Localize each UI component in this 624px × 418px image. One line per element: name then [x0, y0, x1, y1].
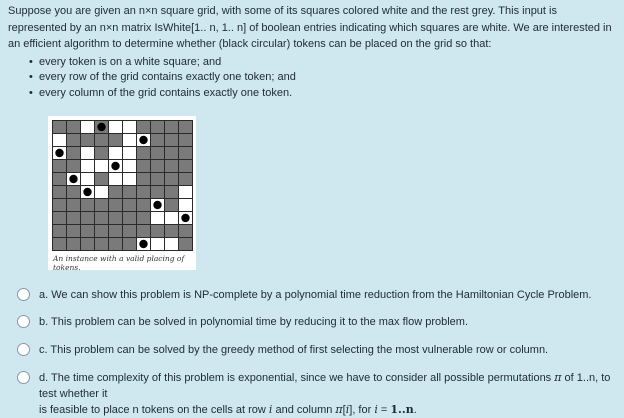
white-cell	[95, 160, 109, 173]
grey-cell	[67, 212, 81, 225]
grey-cell	[67, 225, 81, 238]
grey-cell	[67, 238, 81, 251]
grey-cell	[137, 121, 151, 134]
grey-cell	[81, 238, 95, 251]
grey-cell	[67, 186, 81, 199]
radio-button[interactable]	[17, 288, 30, 301]
grey-cell	[67, 160, 81, 173]
grey-cell	[53, 212, 67, 225]
grey-cell	[53, 238, 67, 251]
grey-cell	[109, 134, 123, 147]
grey-cell	[123, 225, 137, 238]
option-letter: d.	[39, 372, 49, 384]
grey-cell	[165, 186, 179, 199]
grey-cell	[67, 134, 81, 147]
grey-cell	[179, 160, 193, 173]
white-cell	[81, 121, 95, 134]
grey-cell	[165, 134, 179, 147]
white-cell	[151, 238, 165, 251]
token	[139, 136, 147, 144]
requirement-item: • every row of the grid contains exactly one token; and	[30, 70, 618, 86]
white-cell	[81, 173, 95, 186]
grey-cell	[137, 186, 151, 199]
grey-cell	[109, 212, 123, 225]
option-c[interactable]	[17, 342, 617, 358]
grey-cell	[151, 186, 165, 199]
requirements-list	[8, 55, 618, 102]
grey-cell	[123, 199, 137, 212]
white-cell	[151, 212, 165, 225]
option-text: This problem can be solved by the greedy method of first selecting the most vulnerable row or column.	[50, 344, 549, 356]
grey-cell	[95, 134, 109, 147]
grey-cell	[165, 121, 179, 134]
question-text	[8, 3, 618, 101]
option-letter: c.	[39, 344, 48, 356]
token	[55, 149, 63, 157]
radio-button[interactable]	[17, 371, 30, 384]
grey-cell	[151, 225, 165, 238]
grey-cell	[137, 173, 151, 186]
option-text-line2: is feasible to place n tokens on the cells at row i and column π[i], for i = 1..n.	[39, 403, 417, 416]
option-text: This problem can be solved in polynomial time by reducing it to the max flow problem.	[51, 316, 469, 328]
token	[83, 188, 91, 196]
token	[97, 123, 105, 131]
grey-cell	[165, 147, 179, 160]
token	[139, 240, 147, 248]
grey-cell	[179, 238, 193, 251]
grey-cell	[179, 134, 193, 147]
question-intro: Suppose you are given an n×n square grid, with some of its squares colored white and the rest grey. This input is represented by an n×n matrix IsWhite[1.. n, 1.. n] of boolean entries indicating which squares are white. We are interested in an efficient algorithm to determine whether (black circular) tokens can be placed on the grid so that:	[8, 5, 612, 50]
radio-button[interactable]	[17, 343, 30, 356]
white-cell	[179, 199, 193, 212]
white-cell	[123, 147, 137, 160]
white-cell	[179, 186, 193, 199]
grey-cell	[165, 160, 179, 173]
grey-cell	[165, 173, 179, 186]
requirement-item: • every column of the grid contains exactly one token.	[30, 86, 618, 102]
grey-cell	[95, 212, 109, 225]
radio-button[interactable]	[17, 315, 30, 328]
requirement-item: • every token is on a white square; and	[30, 55, 618, 71]
grey-cell	[137, 199, 151, 212]
grey-cell	[137, 160, 151, 173]
grey-cell	[151, 173, 165, 186]
grey-cell	[53, 160, 67, 173]
grey-cell	[81, 212, 95, 225]
grey-cell	[109, 238, 123, 251]
grey-cell	[123, 212, 137, 225]
grey-cell	[179, 225, 193, 238]
option-b[interactable]	[17, 314, 617, 330]
white-cell	[123, 173, 137, 186]
grey-cell	[109, 199, 123, 212]
grey-cell	[53, 199, 67, 212]
token-grid	[52, 120, 193, 253]
grey-cell	[179, 147, 193, 160]
grey-cell	[67, 147, 81, 160]
grey-cell	[137, 225, 151, 238]
grey-cell	[137, 147, 151, 160]
grey-cell	[151, 121, 165, 134]
grey-cell	[151, 134, 165, 147]
token	[69, 175, 77, 183]
grey-cell	[67, 199, 81, 212]
grey-cell	[123, 186, 137, 199]
figure-caption: An instance with a valid placing of tokens.	[53, 254, 185, 272]
grey-cell	[95, 238, 109, 251]
grey-cell	[109, 186, 123, 199]
token	[111, 162, 119, 170]
grey-cell	[95, 147, 109, 160]
grey-cell	[95, 173, 109, 186]
grey-cell	[179, 121, 193, 134]
white-cell	[109, 121, 123, 134]
white-cell	[95, 186, 109, 199]
grey-cell	[53, 121, 67, 134]
grey-cell	[179, 173, 193, 186]
white-cell	[109, 173, 123, 186]
grey-cell	[123, 238, 137, 251]
white-cell	[53, 134, 67, 147]
grey-cell	[81, 225, 95, 238]
grey-cell	[165, 199, 179, 212]
grey-cell	[165, 225, 179, 238]
grey-cell	[81, 134, 95, 147]
grey-cell	[53, 173, 67, 186]
option-text: We can show this problem is NP-complete by a polynomial time reduction from the Hamiltonian Cycle Problem.	[51, 289, 592, 301]
white-cell	[81, 160, 95, 173]
white-cell	[123, 160, 137, 173]
token	[153, 201, 161, 209]
white-cell	[165, 238, 179, 251]
white-cell	[123, 134, 137, 147]
option-letter: a.	[39, 289, 49, 301]
white-cell	[165, 212, 179, 225]
white-cell	[123, 121, 137, 134]
grey-cell	[151, 160, 165, 173]
grey-cell	[53, 186, 67, 199]
grey-cell	[137, 212, 151, 225]
option-text: The time complexity of this problem is exponential, since we have to consider all possible permutations π of 1..n, to test whether it	[39, 371, 611, 400]
grey-cell	[81, 199, 95, 212]
grey-cell	[53, 225, 67, 238]
white-cell	[109, 147, 123, 160]
token	[181, 214, 189, 222]
grey-cell	[95, 225, 109, 238]
option-a[interactable]	[17, 287, 617, 303]
white-cell	[81, 147, 95, 160]
grey-cell	[95, 199, 109, 212]
grid-figure	[48, 116, 196, 270]
option-d[interactable]	[17, 370, 617, 418]
grey-cell	[67, 121, 81, 134]
grey-cell	[109, 225, 123, 238]
grey-cell	[151, 147, 165, 160]
option-letter: b.	[39, 316, 49, 328]
